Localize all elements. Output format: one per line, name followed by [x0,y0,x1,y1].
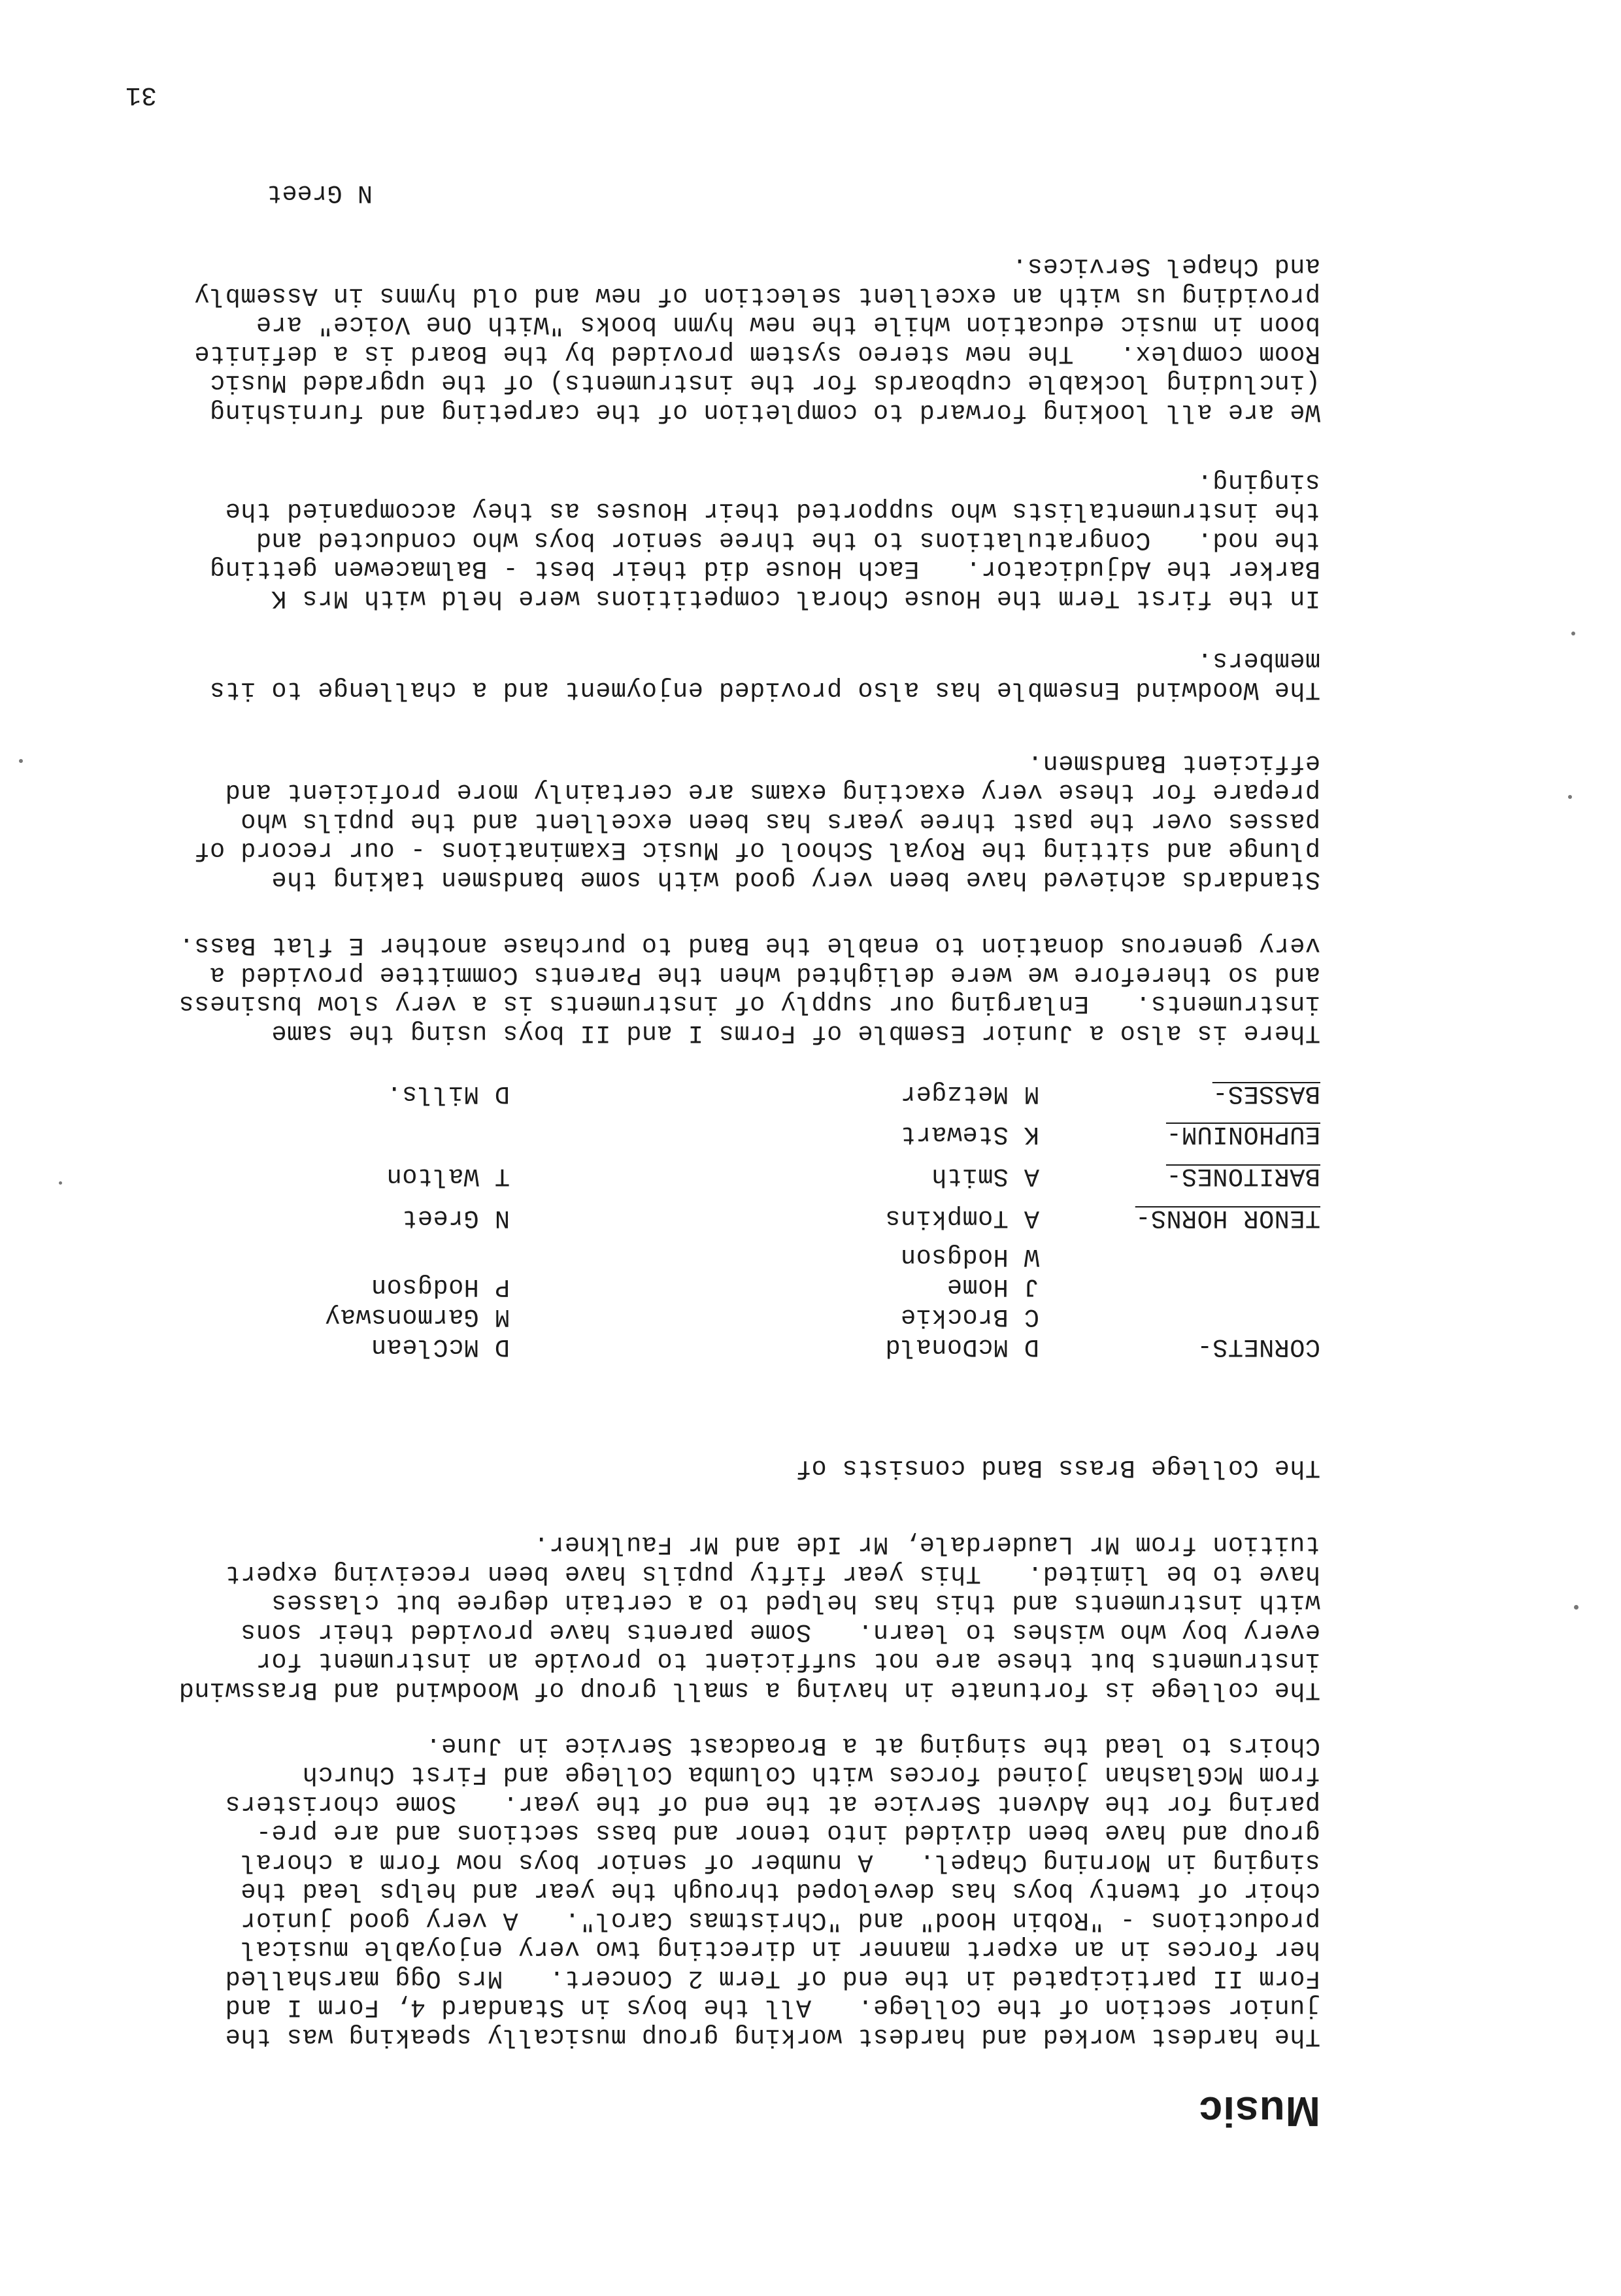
band-member: A Smith [931,1162,1039,1190]
section-label-basses: BASSES- [1212,1079,1320,1108]
text-line: Form II participated in the end of Term 2 Concert. Mrs Ogg marshalled [225,1964,1320,1993]
text-line: tuition from Mr Lauderdale, Mr Ide and Mr Faulkner. [533,1530,1320,1559]
band-member: D McDonald [884,1332,1039,1361]
text-line: paring for the Advent Service at the end of the year. Some choristers [225,1789,1320,1818]
text-line: every boy who wishes to learn. Some parents have provided their sons [240,1617,1320,1646]
band-member: D McClean [371,1332,510,1361]
text-line: productions - "Robin Hood" and "Christmas Carol". A very good junior [240,1906,1320,1934]
paragraph-intro [26,1731,1320,2051]
text-line: The College Brass Band consists of [795,1453,1320,1482]
band-member: M Garmonsway [324,1302,510,1331]
band-member: D Mills. [386,1079,510,1108]
text-line: (including lockable cupboards for the instruments) of the upgraded Music [209,368,1320,397]
paragraph-instruments [26,1530,1320,1704]
band-member: T Walton [386,1162,510,1190]
text-line: There is also a Junior Esemble of Forms I and II boys using the same [271,1019,1320,1047]
text-line: efficient Bandsmen. [1027,749,1320,777]
band-member: K Stewart [900,1120,1039,1149]
text-line: instruments. Enlarging our supply of instruments is a very slow business [178,989,1320,1019]
text-line: her forces in an expert manner in directing two very enjoyable musical [240,1934,1320,1964]
paragraph-standards [26,749,1320,894]
text-line: Room complex. The new stereo system provided by the Board is a definite [193,339,1320,368]
band-member: C Brockie [900,1302,1039,1331]
text-line: and Chapel Services. [1011,252,1320,281]
text-line: instruments but these are not sufficient to provide an instrument for [256,1646,1320,1676]
author-signature: N Greet [267,178,373,207]
text-line: singing. [1197,467,1320,496]
text-line: the instrumentalists who supported their Houses as they accompanied the [225,496,1320,526]
text-line: providing us with an excellent selection of new and old hymns in Assembly [193,281,1320,310]
text-line: junior section of the College. All the boys in Standard 4, Form I and [225,1993,1320,2022]
section-label-cornets: CORNETS- [1197,1332,1320,1361]
band-member: M Metzger [900,1079,1039,1108]
text-line: singing in Morning Chapel. A number of senior boys now form a choral [240,1848,1320,1876]
scan-speck [19,759,23,763]
band-member: N Greet [401,1204,510,1232]
text-line: passes over the past three years has been excellent and the pupils who [240,807,1320,836]
scan-speck [1568,795,1572,799]
paragraph-junior-ensemble [26,931,1320,1047]
text-line: with instruments and this has helped to a certain degree but classes [271,1588,1320,1617]
text-line: Barker the Adjudicator. Each House did their best - Balmacewen getting [209,554,1320,584]
text-line: The hardest worked and hardest working group musically speaking was the [225,2022,1320,2051]
text-line: the nod. Congratulations to the three senior boys who conducted and [256,526,1320,554]
scan-speck [1574,1605,1579,1610]
text-line: In the first Term the House Choral competitions were held with Mrs K [271,584,1320,613]
text-line: Standards achieved have been very good with some bandsmen taking the [271,865,1320,894]
text-line: from McGlashan joined forces with Columba College and First Church [302,1760,1320,1789]
section-label-baritones: BARITONES- [1165,1162,1320,1190]
brass-band-roster-sections [26,1062,1320,1232]
text-line: choir of twenty boys has developed through the year and helps lead the [240,1876,1320,1906]
text-line: We are all looking forward to completion of the carpeting and furnishing [209,397,1320,426]
section-label-tenor-horns: TENOR HORNS- [1135,1204,1320,1232]
text-line: members. [1197,646,1320,675]
paragraph-choral [26,467,1320,613]
scan-speck [1571,632,1575,635]
text-line: The college is fortunate in having a small group of Woodwind and Brasswind [178,1676,1320,1704]
scan-speck [59,1181,62,1185]
paragraph-band-intro [26,1453,1320,1483]
text-line: group and have been divided into tenor and bass sections and are pre- [256,1818,1320,1848]
text-line: have to be limited. This year fifty pupils have been receiving expert [225,1559,1320,1588]
text-line: boon in music education while the new hymn books "With One Voice" are [256,310,1320,339]
page-title: Music [1198,2088,1320,2135]
text-line: plunge and sitting the Royal School of Music Examinations - our record of [193,836,1320,865]
text-line: prepare for these very exacting exams are certainly more proficient and [225,777,1320,807]
paragraph-furnishing [26,252,1320,426]
band-member: A Tompkins [884,1204,1039,1232]
section-label-euphonium: EUPHONIUM- [1165,1120,1320,1149]
paragraph-woodwind [26,646,1320,704]
band-member: P Hodgson [371,1272,510,1301]
text-line: very generous donation to enable the Band to purchase another E flat Bass. [178,931,1320,960]
band-member: J Home [946,1272,1039,1301]
text-line: Choirs to lead the singing at a Broadcast Service in June. [425,1731,1320,1760]
text-line: The Woodwind Ensemble has also provided enjoyment and a challenge to its [209,675,1320,704]
page-number: 31 [125,80,157,109]
text-line: and so therefore we were delighted when the Parents Committee provided a [209,960,1320,989]
band-member: W Hodgson [900,1242,1039,1271]
